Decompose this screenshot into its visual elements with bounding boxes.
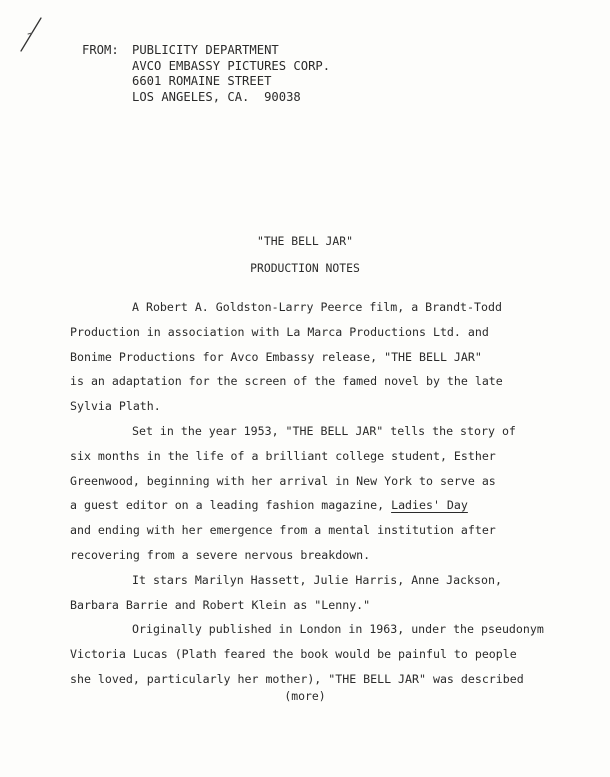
body-line: is an adaptation for the screen of the famed novel by the late (70, 374, 503, 389)
body-line: Sylvia Plath. (70, 399, 161, 414)
body-line: recovering from a severe nervous breakdown. (70, 547, 371, 562)
body-line: A Robert A. Goldston-Larry Peerce film, a Brandt-Todd (132, 300, 502, 314)
body-line: Bonime Productions for Avco Embassy release, "THE BELL JAR" (70, 349, 482, 364)
body-line: Production in association with La Marca Productions Ltd. and (70, 324, 489, 339)
body-line: Victoria Lucas (Plath feared the book would be painful to people (70, 647, 517, 662)
from-label: FROM: (82, 43, 119, 57)
body-line: she loved, particularly her mother), "THE BELL JAR" was described (70, 671, 524, 686)
sender-address-block (82, 43, 330, 105)
document-title: "THE BELL JAR" (256, 234, 353, 248)
sender-line-city: LOS ANGELES, CA. 90038 (132, 89, 301, 104)
body-line: Greenwood, beginning with her arrival in New York to serve as (70, 473, 496, 488)
body-line: Set in the year 1953, "THE BELL JAR" tells the story of (132, 423, 516, 438)
body-line-text: a guest editor on a leading fashion magazine, (70, 498, 392, 513)
document-body (70, 295, 590, 692)
body-line: It stars Marilyn Hassett, Julie Harris, Anne Jackson, (132, 572, 502, 587)
body-line (70, 493, 590, 518)
pen-check-mark (18, 14, 44, 54)
body-line: six months in the life of a brilliant college student, Esther (70, 448, 496, 463)
sender-line-department: PUBLICITY DEPARTMENT (132, 43, 279, 57)
magazine-title: Ladies' Day (391, 498, 468, 513)
continuation-note: (more) (284, 689, 326, 703)
document-subtitle: PRODUCTION NOTES (250, 261, 360, 275)
sender-line-street: 6601 ROMAINE STREET (132, 74, 272, 89)
body-line: Barbara Barrie and Robert Klein as "Lenny." (70, 597, 371, 612)
body-line: and ending with her emergence from a mental institution after (70, 523, 496, 538)
sender-line-company: AVCO EMBASSY PICTURES CORP. (132, 58, 331, 73)
body-line: Originally published in London in 1963, under the pseudonym (132, 622, 544, 637)
